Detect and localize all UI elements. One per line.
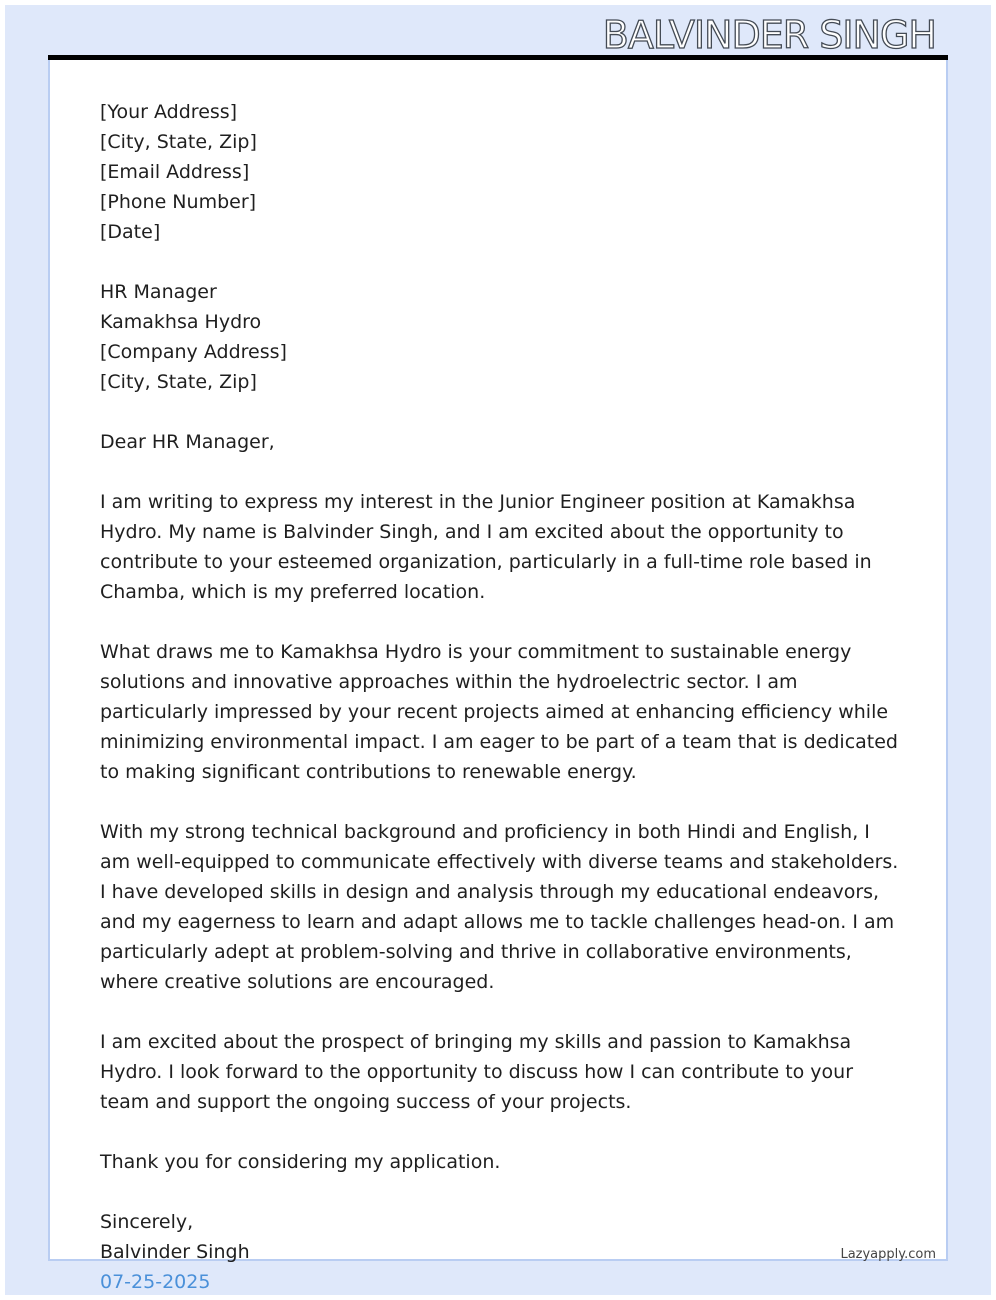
paragraph-thanks: Thank you for considering my application. xyxy=(100,1151,501,1173)
valediction: Sincerely, xyxy=(100,1211,194,1233)
recipient-title: HR Manager xyxy=(100,281,217,303)
sender-phone: [Phone Number] xyxy=(100,191,257,213)
sender-city-state-zip: [City, State, Zip] xyxy=(100,131,257,153)
watermark-text: Lazyapply.com xyxy=(840,1247,936,1262)
recipient-block xyxy=(100,277,900,397)
sender-block xyxy=(100,97,900,247)
paragraph-skills: With my strong technical background and proficiency in both Hindi and English, I am well-equipped to communicate effectively with diverse teams and stakeholders. I have developed skills in design and analysis through my educational endeavors, and my eagerness to learn and adapt allows me to tackle challenges head-on. I am particularly adept at problem-solving and thrive in collaborative environments, where creative solutions are encouraged. xyxy=(100,821,899,993)
letter-date: 07-25-2025 xyxy=(100,1271,211,1293)
applicant-name-header: BALVINDER SINGH xyxy=(602,13,936,57)
recipient-address: [Company Address] xyxy=(100,341,287,363)
paragraph-intro: I am writing to express my interest in the Junior Engineer position at Kamakhsa Hydro. My name is Balvinder Singh, and I am excited about the opportunity to contribute to your esteemed organization, particularly in a full-time role based in Chamba, which is my preferred location. xyxy=(100,491,872,603)
paragraph-closing-pitch: I am excited about the prospect of bringing my skills and passion to Kamakhsa Hydro. I look forward to the opportunity to discuss how I can contribute to your team and support the ongoing success of your projects. xyxy=(100,1031,854,1113)
sender-address: [Your Address] xyxy=(100,101,238,123)
sender-email: [Email Address] xyxy=(100,161,250,183)
signature-block xyxy=(100,1207,900,1297)
paragraph-company-interest: What draws me to Kamakhsa Hydro is your commitment to sustainable energy solutions and innovative approaches within the hydroelectric sector. I am particularly impressed by your recent projects aimed at enhancing efficiency while minimizing environmental impact. I am eager to be part of a team that is dedicated to making significant contributions to renewable energy. xyxy=(100,641,898,783)
recipient-company: Kamakhsa Hydro xyxy=(100,311,262,333)
sender-date: [Date] xyxy=(100,221,161,243)
signature-name: Balvinder Singh xyxy=(100,1241,250,1263)
salutation: Dear HR Manager, xyxy=(100,431,275,453)
cover-letter-body xyxy=(100,97,900,1297)
recipient-city-state-zip: [City, State, Zip] xyxy=(100,371,257,393)
